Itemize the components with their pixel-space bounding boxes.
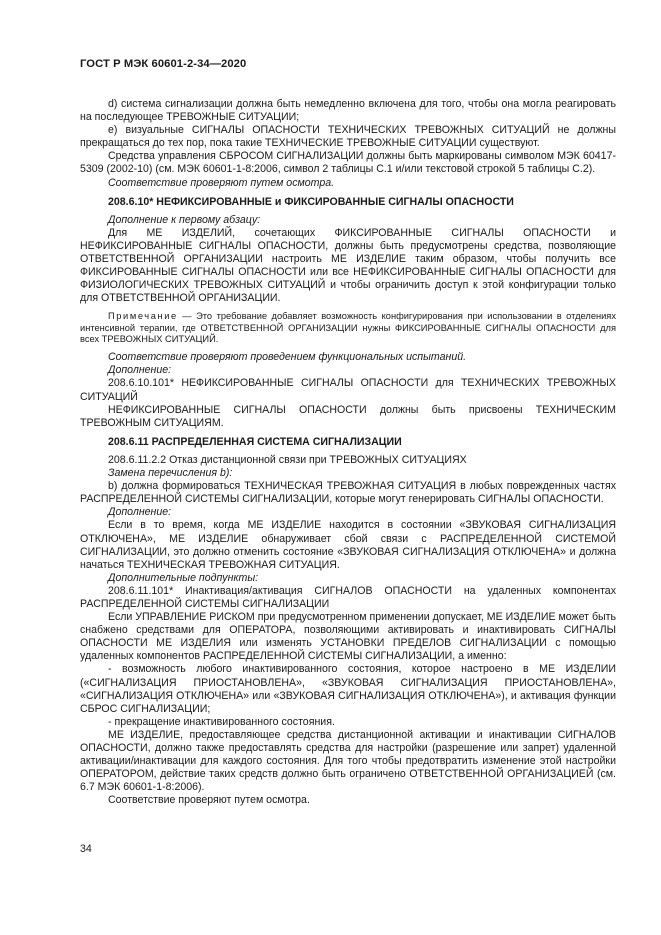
section-heading: 208.6.11 РАСПРЕДЕЛЕННАЯ СИСТЕМА СИГНАЛИЗАЦИИ <box>108 435 402 448</box>
list-item-e: e) визуальные СИГНАЛЫ ОПАСНОСТИ ТЕХНИЧЕСКИХ ТРЕВОЖНЫХ СИТУАЦИЙ не должны прекращаться до тех пор, пока такие ТЕХНИЧЕСКИЕ ТРЕВОЖНЫЕ СИТУАЦИИ существуют. <box>80 124 616 150</box>
compliance-note: Соответствие проверяют проведением функциональных испытаний. <box>108 351 467 364</box>
amendment-label: Дополнение к первому абзацу: <box>108 213 261 226</box>
paragraph: МЕ ИЗДЕЛИЕ, предоставляющее средства дистанционной активации и инактивации СИГНАЛОВ ОПАСНОСТИ, должно также предоставлять средства для настройки (разрешение или запрет) удаленной активации/инактивации для каждого состояния. Для того чтобы предотвратить изменение этой настройки ОПЕРАТОРОМ, действие таких средств должно быть ограничено ОТВЕТСТВЕННОЙ ОРГАНИЗАЦИЕЙ (см. 6.7 МЭК 60601-1-8:2006). <box>80 728 616 794</box>
paragraph: НЕФИКСИРОВАННЫЕ СИГНАЛЫ ОПАСНОСТИ должны быть присвоены ТЕХНИЧЕСКИМ ТРЕВОЖНЫМ СИТУАЦИЯМ. <box>80 403 616 429</box>
list-item: - прекращение инактивированного состояния. <box>108 715 335 728</box>
document-header: ГОСТ Р МЭК 60601-2-34—2020 <box>80 58 247 70</box>
amendment-label: Дополнение: <box>108 364 172 377</box>
compliance-note: Соответствие проверяют путем осмотра. <box>108 794 310 807</box>
note-label: Примечание <box>108 311 178 322</box>
note-text: — Это требование добавляет возможность конфигурирования при использовании в отделениях интенсивной терапии, где ОТВЕТСТВЕННОЙ ОРГАНИЗАЦИИ нужны ФИКСИРОВАННЫЕ СИГНАЛЫ ОПАСНОСТИ для всех ТРЕВОЖНЫХ СИТУАЦИЙ. <box>80 311 616 344</box>
note <box>80 311 616 345</box>
amendment-label: Замена перечисления b): <box>108 467 233 480</box>
paragraph: Для МЕ ИЗДЕЛИЙ, сочетающих ФИКСИРОВАННЫЕ СИГНАЛЫ ОПАСНОСТИ и НЕФИКСИРОВАННЫЕ СИГНАЛЫ ОПАСНОСТИ, должны быть предусмотрены средства, позволяющие ОТВЕТСТВЕННОЙ ОРГАНИЗАЦИИ настроить МЕ ИЗДЕЛИЕ таким образом, чтобы получить все ФИКСИРОВАННЫЕ СИГНАЛЫ ОПАСНОСТИ или все НЕФИКСИРОВАННЫЕ СИГНАЛЫ ОПАСНОСТИ для ФИЗИОЛОГИЧЕСКИХ ТРЕВОЖНЫХ СИТУАЦИЙ и чтобы ограничить доступ к этой конфигурации только для ОТВЕТСТВЕННОЙ ОРГАНИЗАЦИИ. <box>80 226 616 305</box>
list-item: - возможность любого инактивированного состояния, которое настроено в МЕ ИЗДЕЛИИ («СИГНАЛИЗАЦИЯ ПРИОСТАНОВЛЕНА», «ЗВУКОВАЯ СИГНАЛИЗАЦИЯ ПРИОСТАНОВЛЕНА», «СИГНАЛИЗАЦИЯ ОТКЛЮЧЕНА» или «ЗВУКОВАЯ СИГНАЛИЗАЦИЯ ОТКЛЮЧЕНА»), и активация функции СБРОС СИГНАЛИЗАЦИИ; <box>80 663 616 715</box>
list-item-b: b) должна формироваться ТЕХНИЧЕСКАЯ ТРЕВОЖНАЯ СИТУАЦИЯ в любых поврежденных частях РАСПРЕДЕЛЕННОЙ СИСТЕМЫ СИГНАЛИЗАЦИИ, которые могут генерировать СИГНАЛЫ ОПАСНОСТИ. <box>80 480 616 506</box>
compliance-note: Соответствие проверяют путем осмотра. <box>108 176 335 189</box>
page-number: 34 <box>80 843 92 855</box>
paragraph: Если УПРАВЛЕНИЕ РИСКОМ при предусмотренном применении допускает, МЕ ИЗДЕЛИЕ может быть снабжено средствами для ОПЕРАТОРА, позволяющими активировать и инактивировать СИГНАЛЫ ОПАСНОСТИ МЕ ИЗДЕЛИЯ или изменять УСТАНОВКИ ПРЕДЕЛОВ СИГНАЛИЗАЦИИ с помощью удаленных компонентов РАСПРЕДЕЛЕННОЙ СИСТЕМЫ СИГНАЛИЗАЦИИ, а именно: <box>80 611 616 663</box>
amendment-label: Дополнительные подпункты: <box>108 571 259 584</box>
section-heading: 208.6.10* НЕФИКСИРОВАННЫЕ и ФИКСИРОВАННЫЕ СИГНАЛЫ ОПАСНОСТИ <box>108 195 514 208</box>
paragraph: Если в то время, когда МЕ ИЗДЕЛИЕ находится в состоянии «ЗВУКОВАЯ СИГНАЛИЗАЦИЯ ОТКЛЮЧЕНА», МЕ ИЗДЕЛИЕ обнаруживает сбой связи с РАСПРЕДЕЛЕННОЙ СИСТЕМОЙ СИГНАЛИЗАЦИИ, это должно отменить состояние «ЗВУКОВАЯ СИГНАЛИЗАЦИЯ ОТКЛЮЧЕНА» и должна начаться ТЕХНИЧЕСКАЯ ТРЕВОЖНАЯ СИТУАЦИЯ. <box>80 519 616 571</box>
subsection-title: 208.6.10.101* НЕФИКСИРОВАННЫЕ СИГНАЛЫ ОПАСНОСТИ для ТЕХНИЧЕСКИХ ТРЕВОЖНЫХ СИТУАЦИЙ <box>80 377 616 403</box>
page-body <box>80 58 616 807</box>
list-item-d: d) система сигнализации должна быть немедленно включена для того, чтобы она могла реагировать на последующее ТРЕВОЖНЫЕ СИТУАЦИИ; <box>80 98 616 124</box>
paragraph: Средства управления СБРОСОМ СИГНАЛИЗАЦИИ должны быть маркированы символом МЭК 60417-5309 (2002-10) (см. МЭК 60601-1-8:2006, символ 2 таблицы С.1 и/или текстовой строкой 5 таблицы С.2). <box>80 150 616 176</box>
subsection-title: 208.6.11.2.2 Отказ дистанционной связи при ТРЕВОЖНЫХ СИТУАЦИЯХ <box>108 453 467 466</box>
subsection-title: 208.6.11.101* Инактивация/активация СИГНАЛОВ ОПАСНОСТИ на удаленных компонентах РАСПРЕДЕЛЕННОЙ СИСТЕМЫ СИГНАЛИЗАЦИИ <box>80 584 616 610</box>
amendment-label: Дополнение: <box>108 506 172 519</box>
